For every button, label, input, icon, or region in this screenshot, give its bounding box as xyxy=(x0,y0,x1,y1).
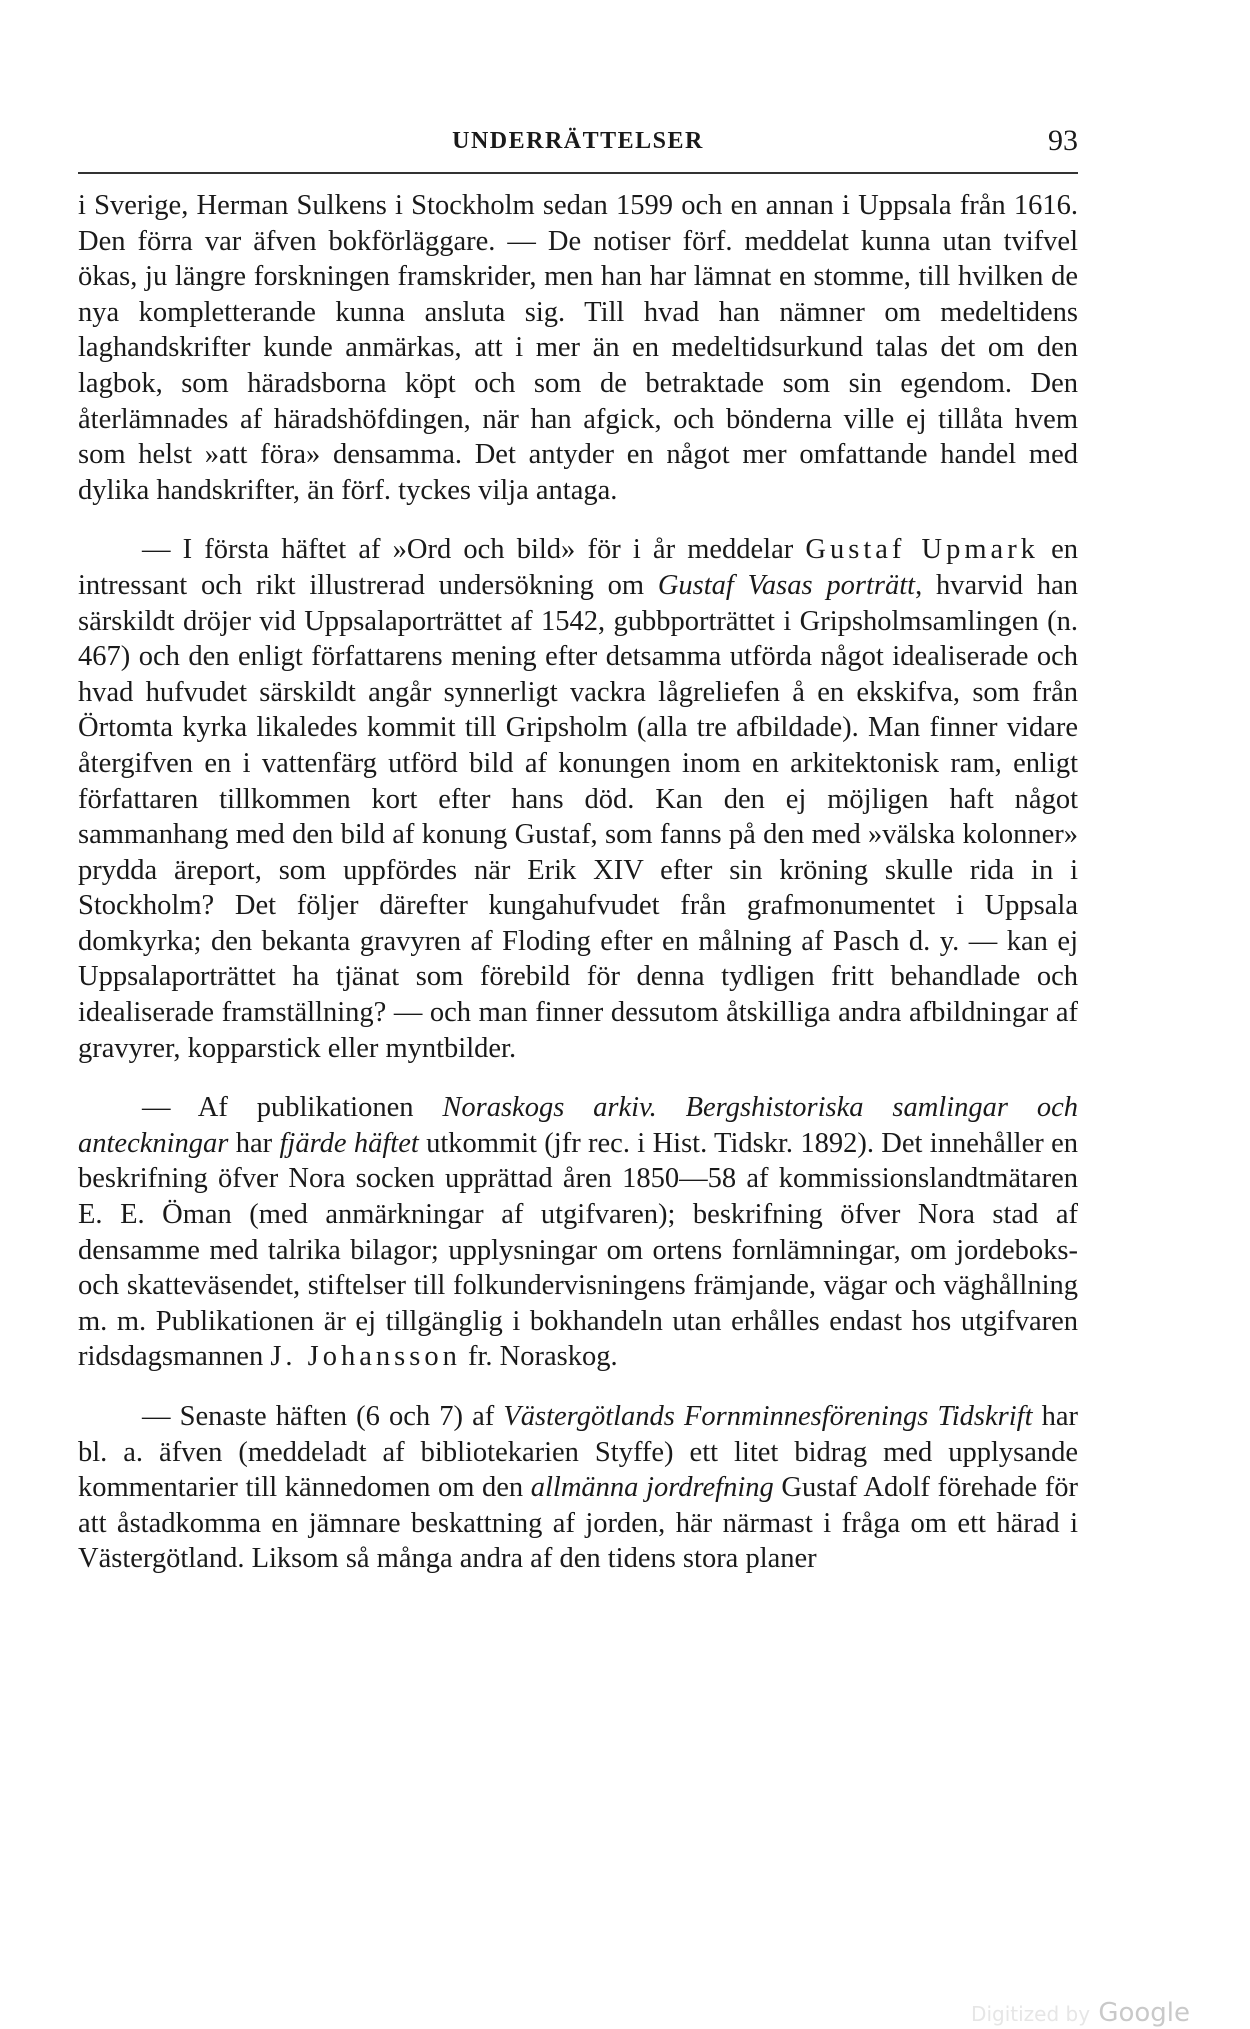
paragraph xyxy=(78,188,1078,508)
text-segment: Gustaf Adolf förehade för att åstadkomma en jämnare beskattning af jorden, här närmast i fråga om ett härad i Västergötland. Liksom så många andra af den tidens stora planer xyxy=(78,1472,1079,1575)
text-segment: — Af publikationen xyxy=(142,1092,443,1124)
text-segment: J. Johansson xyxy=(270,1341,461,1373)
text-segment: Gustaf Vasas porträtt xyxy=(657,569,916,601)
text-segment: fr. Noraskog. xyxy=(460,1341,618,1373)
paragraph xyxy=(78,1090,1078,1375)
page-header xyxy=(78,124,1078,162)
digitization-watermark xyxy=(971,1998,1190,2028)
text-segment: utkommit (jfr rec. i Hist. Tidskr. 1892). Det innehåller en beskrifning öfver Nora socken upprättad åren 1850—58 af kommissionslandtmätaren E. E. Öman (med anmärkningar af utgifvaren); beskrifning öfver Nora stad af densamme med talrika bilagor; upplysningar om ortens fornlämningar, om jordeboks- och skatteväsendet, stiftelser till folkundervisningens främjande, vägar och väghållning m. m. Publikationen är ej tillgänglig i bokhandeln utan erhålles endast hos utgifvaren ridsdagsmannen xyxy=(78,1127,1078,1373)
watermark-prefix: Digitized by xyxy=(971,2002,1091,2026)
text-segment: har xyxy=(228,1127,280,1159)
text-segment: allmänna jordrefning xyxy=(530,1472,774,1504)
text-segment: Västergötlands Fornminnesförenings Tidskrift xyxy=(503,1401,1033,1432)
text-segment: , hvarvid han särskildt dröjer vid Uppsalaporträttet af 1542, gubbporträttet i Gripsholmsamlingen (n. 467) och den enligt författarens mening efter detsamma utförda något idealiserade och hvad hufvudet särskildt angår synnerligt vackra lågreliefen å en ekskifva, som från Örtomta kyrka likaledes kommit till Gripsholm (alla tre afbildade). Man finner vidare återgifven en i vattenfärg utförd bild af konungen inom en arkitektonisk ram, enligt författaren tillkommen kort efter hans död. Kan den ej möjligen haft något sammanhang med den bild af konung Gustaf, som fanns på den med »välska kolonner» prydda äreport, som uppfördes när Erik XIV efter sin kröning skulle rida in i Stockholm? Det följer därefter kungahufvudet från grafmonumentet i Uppsala domkyrka; den bekanta gravyren af Floding efter en målning af Pasch d. y. — kan ej Uppsalaporträttet ha tjänat som förebild för denna tydligen fritt behandlade och idealiserade framställning? — och man finner dessutom åtskilliga andra afbildningar af gravyrer, kopparstick eller myntbilder. xyxy=(78,569,1078,1064)
paragraph xyxy=(78,1399,1078,1577)
running-title: UNDERRÄTTELSER xyxy=(452,128,704,154)
text-segment: i Sverige, Herman Sulkens i Stockholm sedan 1599 och en annan i Uppsala från 1616. Den förra var äfven bokförläggare. — De notiser förf. meddelat kunna utan tvifvel ökas, ju längre forskningen framskrider, men han har lämnat en stomme, till hvilken de nya kompletterande kunna ansluta sig. Till hvad han nämner om medeltidens laghandskrifter kunde anmärkas, att i mer än en medeltidsurkund talas det om den lagbok, som häradsborna köpt och som de betraktade som sin egendom. Den återlämnades af häradshöfdingen, när han afgick, och bönderna ville ej tillåta hvem som helst »att föra» densamma. Det antyder en något mer omfattande handel med dylika handskrifter, än förf. tyckes vilja antaga. xyxy=(78,190,1078,506)
text-segment: — I första häftet af »Ord och bild» för i år meddelar xyxy=(142,534,806,566)
text-segment: — Senaste häften (6 och 7) af xyxy=(142,1401,504,1432)
header-rule xyxy=(78,172,1078,174)
text-segment: fjärde häftet xyxy=(279,1127,419,1159)
body-text xyxy=(78,188,1078,1577)
page-number: 93 xyxy=(1048,124,1078,157)
text-segment: Noraskogs arkiv. Bergshistoriska samlingar och anteckningar xyxy=(78,1092,1078,1159)
text-segment: en intressant och rikt illustrerad undersökning om xyxy=(78,534,1078,601)
text-segment: Gustaf Upmark xyxy=(805,534,1039,566)
paragraph xyxy=(78,532,1078,1066)
watermark-brand: Google xyxy=(1098,1998,1190,2028)
text-segment: har bl. a. äfven (meddeladt af bibliotekarien Styffe) ett litet bidrag med upplysande kommentarier till kännedomen om den xyxy=(78,1401,1079,1504)
